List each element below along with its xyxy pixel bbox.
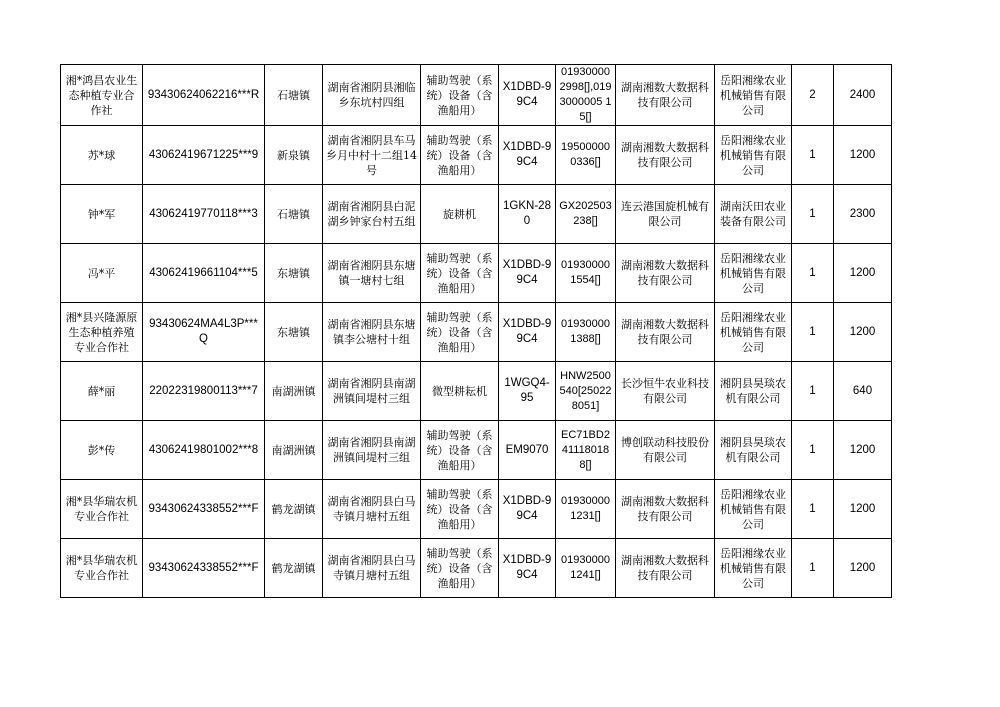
dealer-cell: 岳阳湘缘农业机械销售有限公司 [715, 539, 792, 598]
maker-cell: 连云港国旋机械有限公司 [616, 185, 715, 244]
owner-cell: 薛*丽 [61, 362, 143, 421]
address-cell: 湖南省湘阴县车马乡月中村十二组14号 [323, 126, 421, 185]
address-cell: 湖南省湘阴县湘临乡东坑村四组 [323, 65, 421, 126]
serial-cell: EC71BD2411180188[] [556, 421, 616, 480]
serial-cell: 019300001241[] [556, 539, 616, 598]
town-cell: 新泉镇 [265, 126, 323, 185]
qty-cell: 1 [792, 421, 834, 480]
dealer-cell: 岳阳湘缘农业机械销售有限公司 [715, 303, 792, 362]
table-row [61, 480, 892, 539]
owner-cell: 苏*球 [61, 126, 143, 185]
town-cell: 东塘镇 [265, 303, 323, 362]
qty-cell: 1 [792, 539, 834, 598]
address-cell: 湖南省湘阴县南湖洲镇间堤村三组 [323, 421, 421, 480]
dealer-cell: 湘阴县昊琰农机有限公司 [715, 421, 792, 480]
owner-cell: 湘*县兴隆源原生态种植养殖专业合作社 [61, 303, 143, 362]
maker-cell: 湖南湘数大数据科技有限公司 [616, 126, 715, 185]
serial-cell: 195000000336[] [556, 126, 616, 185]
owner-cell: 彭*传 [61, 421, 143, 480]
model-cell: X1DBD-99C4 [499, 65, 556, 126]
table-row [61, 65, 892, 126]
id-cell: 43062419801002***8 [143, 421, 265, 480]
qty-cell: 1 [792, 303, 834, 362]
id-cell: 43062419661104***5 [143, 244, 265, 303]
item-cell: 辅助驾驶（系统）设备（含渔船用） [421, 303, 499, 362]
qty-cell: 1 [792, 244, 834, 303]
town-cell: 石塘镇 [265, 65, 323, 126]
table-row [61, 185, 892, 244]
maker-cell: 长沙恒牛农业科技有限公司 [616, 362, 715, 421]
table-row [61, 126, 892, 185]
town-cell: 南湖洲镇 [265, 362, 323, 421]
model-cell: 1WGQ4-95 [499, 362, 556, 421]
id-cell: 93430624062216***R [143, 65, 265, 126]
subsidy-cell: 1200 [834, 126, 892, 185]
subsidy-cell: 1200 [834, 480, 892, 539]
id-cell: 22022319800113***7 [143, 362, 265, 421]
id-cell: 43062419671225***9 [143, 126, 265, 185]
maker-cell: 博创联动科技股份有限公司 [616, 421, 715, 480]
subsidy-cell: 1200 [834, 303, 892, 362]
dealer-cell: 湖南沃田农业装备有限公司 [715, 185, 792, 244]
subsidy-cell: 1200 [834, 539, 892, 598]
model-cell: EM9070 [499, 421, 556, 480]
table-row [61, 539, 892, 598]
dealer-cell: 岳阳湘缘农业机械销售有限公司 [715, 65, 792, 126]
dealer-cell: 湘阴县昊琰农机有限公司 [715, 362, 792, 421]
qty-cell: 1 [792, 185, 834, 244]
maker-cell: 湖南湘数大数据科技有限公司 [616, 65, 715, 126]
table-row [61, 244, 892, 303]
owner-cell: 湘*县华瑞农机专业合作社 [61, 539, 143, 598]
id-cell: 93430624338552***F [143, 480, 265, 539]
item-cell: 辅助驾驶（系统）设备（含渔船用） [421, 244, 499, 303]
town-cell: 石塘镇 [265, 185, 323, 244]
item-cell: 微型耕耘机 [421, 362, 499, 421]
id-cell: 93430624338552***F [143, 539, 265, 598]
subsidy-cell: 640 [834, 362, 892, 421]
address-cell: 湖南省湘阴县南湖洲镇间堤村三组 [323, 362, 421, 421]
maker-cell: 湖南湘数大数据科技有限公司 [616, 244, 715, 303]
table-body [61, 65, 892, 598]
address-cell: 湖南省湘阴县东塘镇李公塘村十组 [323, 303, 421, 362]
serial-cell: 019300001388[] [556, 303, 616, 362]
serial-cell: HNW2500540[250228051] [556, 362, 616, 421]
town-cell: 鹤龙湖镇 [265, 480, 323, 539]
address-cell: 湖南省湘阴县白泥湖乡钟家台村五组 [323, 185, 421, 244]
qty-cell: 1 [792, 126, 834, 185]
serial-cell: 019300002998[],0193000005 15[] [556, 65, 616, 126]
address-cell: 湖南省湘阴县白马寺镇月塘村五组 [323, 480, 421, 539]
item-cell: 辅助驾驶（系统）设备（含渔船用） [421, 126, 499, 185]
dealer-cell: 岳阳湘缘农业机械销售有限公司 [715, 480, 792, 539]
dealer-cell: 岳阳湘缘农业机械销售有限公司 [715, 126, 792, 185]
maker-cell: 湖南湘数大数据科技有限公司 [616, 480, 715, 539]
model-cell: X1DBD-99C4 [499, 244, 556, 303]
serial-cell: 019300001231[] [556, 480, 616, 539]
subsidy-cell: 2400 [834, 65, 892, 126]
id-cell: 93430624MA4L3P***Q [143, 303, 265, 362]
owner-cell: 湘*县华瑞农机专业合作社 [61, 480, 143, 539]
town-cell: 南湖洲镇 [265, 421, 323, 480]
table-row [61, 362, 892, 421]
subsidy-cell: 1200 [834, 244, 892, 303]
serial-cell: GX202503238[] [556, 185, 616, 244]
item-cell: 辅助驾驶（系统）设备（含渔船用） [421, 539, 499, 598]
address-cell: 湖南省湘阴县东塘镇一塘村七组 [323, 244, 421, 303]
serial-cell: 019300001554[] [556, 244, 616, 303]
owner-cell: 湘*鸿昌农业生态种植专业合作社 [61, 65, 143, 126]
table-row [61, 421, 892, 480]
qty-cell: 2 [792, 65, 834, 126]
owner-cell: 冯*平 [61, 244, 143, 303]
item-cell: 辅助驾驶（系统）设备（含渔船用） [421, 65, 499, 126]
item-cell: 辅助驾驶（系统）设备（含渔船用） [421, 421, 499, 480]
address-cell: 湖南省湘阴县白马寺镇月塘村五组 [323, 539, 421, 598]
model-cell: X1DBD-99C4 [499, 303, 556, 362]
owner-cell: 钟*军 [61, 185, 143, 244]
subsidy-cell: 2300 [834, 185, 892, 244]
model-cell: X1DBD-99C4 [499, 480, 556, 539]
item-cell: 旋耕机 [421, 185, 499, 244]
dealer-cell: 岳阳湘缘农业机械销售有限公司 [715, 244, 792, 303]
maker-cell: 湖南湘数大数据科技有限公司 [616, 539, 715, 598]
qty-cell: 1 [792, 480, 834, 539]
item-cell: 辅助驾驶（系统）设备（含渔船用） [421, 480, 499, 539]
model-cell: X1DBD-99C4 [499, 539, 556, 598]
model-cell: X1DBD-99C4 [499, 126, 556, 185]
town-cell: 鹤龙湖镇 [265, 539, 323, 598]
qty-cell: 1 [792, 362, 834, 421]
maker-cell: 湖南湘数大数据科技有限公司 [616, 303, 715, 362]
model-cell: 1GKN-280 [499, 185, 556, 244]
subsidy-cell: 1200 [834, 421, 892, 480]
table-row [61, 303, 892, 362]
id-cell: 43062419770118***3 [143, 185, 265, 244]
town-cell: 东塘镇 [265, 244, 323, 303]
subsidy-table [60, 64, 892, 598]
